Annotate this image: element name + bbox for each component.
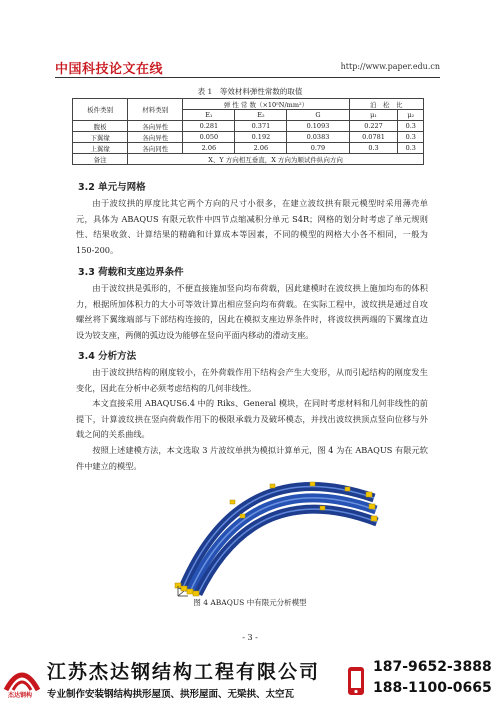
company-logo-text: 杰达钢构 xyxy=(7,692,32,699)
section-heading-3-2: 3.2 单元与网格 xyxy=(78,182,146,193)
table-subheader-cell: E₁ xyxy=(183,110,235,121)
table-cell: 0.227 xyxy=(349,121,398,132)
table-cell: 0.192 xyxy=(235,132,287,143)
table-cell: 0.3 xyxy=(349,143,398,154)
table-subheader-cell: E₂ xyxy=(235,110,287,121)
table-cell: 0.3 xyxy=(398,143,424,154)
phone-icon xyxy=(345,666,367,696)
phone-number-2[interactable]: 188-1100-0665 xyxy=(373,680,492,696)
table-note-text: X、Y 方向相互垂直，X 方向为顺试件纵向方向 xyxy=(128,154,424,165)
page-number: - 3 - xyxy=(242,633,258,642)
table-cell: 0.1093 xyxy=(287,121,349,132)
table-cell: 下翼缘 xyxy=(73,132,128,143)
table-row xyxy=(73,121,424,132)
table-cell: 0.3 xyxy=(398,121,424,132)
table-cell: 0.79 xyxy=(287,143,349,154)
advert-banner xyxy=(0,654,500,707)
table-subheader-cell: G xyxy=(287,110,349,121)
table-header-cell: 材料类别 xyxy=(128,99,183,121)
table-header-cell: 板件类别 xyxy=(73,99,128,121)
figure-caption: 图 4 ABAQUS 中有限元分析模型 xyxy=(193,598,307,607)
table-cell: 各向同性 xyxy=(128,143,183,154)
table-cell: 各向异性 xyxy=(128,132,183,143)
table-row xyxy=(73,132,424,143)
table-row xyxy=(73,143,424,154)
material-constants-table xyxy=(72,98,424,165)
phone-number-1[interactable]: 187-9652-3888 xyxy=(373,659,492,675)
header-rule xyxy=(55,77,440,78)
section-heading-3-4: 3.4 分析方法 xyxy=(78,351,137,362)
site-url[interactable]: http://www.paper.edu.cn xyxy=(340,62,440,71)
table-note-label: 备注 xyxy=(73,154,128,165)
table-subheader-cell: μ₁ xyxy=(349,110,398,121)
table-cell: 腹板 xyxy=(73,121,128,132)
section-3-3-paragraph: 由于波纹拱是弧形的，不便直接施加竖向均布荷载，因此建模时在波纹拱上施加均布的体积力，根据所加体积力的大小可等效计算出相应竖向均布荷载。在实际工程中，波纹拱是通过自攻螺丝将下翼缘端部与下部结构连接的，因此在模拟支座边界条件时，将波纹拱两端的下翼缘直边设为铰支座，两侧的弧边设为能够在竖向平面内移动的滑动支座。 xyxy=(76,283,428,340)
section-3-4-paragraph-3: 按照上述建模方法，本文选取 3 片波纹单拱为模拟计算单元，图 4 为在 ABAQUS 有限元软件中建立的模型。 xyxy=(76,445,428,471)
table-cell: 2.06 xyxy=(183,143,235,154)
table-cell: 0.371 xyxy=(235,121,287,132)
table-header-cell: 泊 松 比 xyxy=(349,99,424,110)
table-header-row xyxy=(73,99,424,110)
company-slogan: 专业制作安装钢结构拱形屋顶、拱形屋面、无梁拱、太空瓦 xyxy=(47,689,295,700)
table-note-row xyxy=(73,154,424,165)
section-3-4-paragraph-2: 本文直接采用 ABAQUS6.4 中的 Riks、General 模块，在同时考虑材料和几何非线性的前提下，计算波纹拱在竖向荷载作用下的极限承载力及破坏模态，并找出波纹拱顶点竖向位移与外载之间的关系曲线。 xyxy=(76,398,428,440)
table-cell: 0.0383 xyxy=(287,132,349,143)
table-subheader-cell: μ₂ xyxy=(398,110,424,121)
site-logo[interactable]: 中国科技论文在线 xyxy=(55,62,164,77)
section-heading-3-3: 3.3 荷载和支座边界条件 xyxy=(78,267,184,278)
table-cell: 0.3 xyxy=(398,132,424,143)
section-3-2-paragraph: 由于波纹拱的厚度比其它两个方向的尺寸小很多，在建立波纹拱有限元模型时采用薄壳单元，具体为 ABAQUS 有限元软件中四节点缩减积分单元 S4R；网格的划分时考虑了单元规则性、结果收敛、计算结果的精确和计算成本等因素，不同的模型的网格大小各不相同，一般为 150-200。 xyxy=(76,198,428,255)
table-header-cell: 弹 性 常 数（×10⁵N/mm²） xyxy=(183,99,349,110)
table-cell: 0.0781 xyxy=(349,132,398,143)
table-cell: 2.06 xyxy=(235,143,287,154)
table-caption: 表 1 等效材料弹性常数的取值 xyxy=(197,87,303,96)
table-cell: 各向异性 xyxy=(128,121,183,132)
abaqus-arch-model-figure xyxy=(170,470,380,600)
table-cell: 0.281 xyxy=(183,121,235,132)
company-name: 江苏杰达钢结构工程有限公司 xyxy=(47,661,321,683)
table-cell: 上翼缘 xyxy=(73,143,128,154)
table-cell: 0.050 xyxy=(183,132,235,143)
section-3-4-paragraph-1: 由于波纹拱结构的刚度较小，在外荷载作用下结构会产生大变形，从而引起结构的刚度发生变化，因此在分析中必须考虑结构的几何非线性。 xyxy=(76,367,428,393)
